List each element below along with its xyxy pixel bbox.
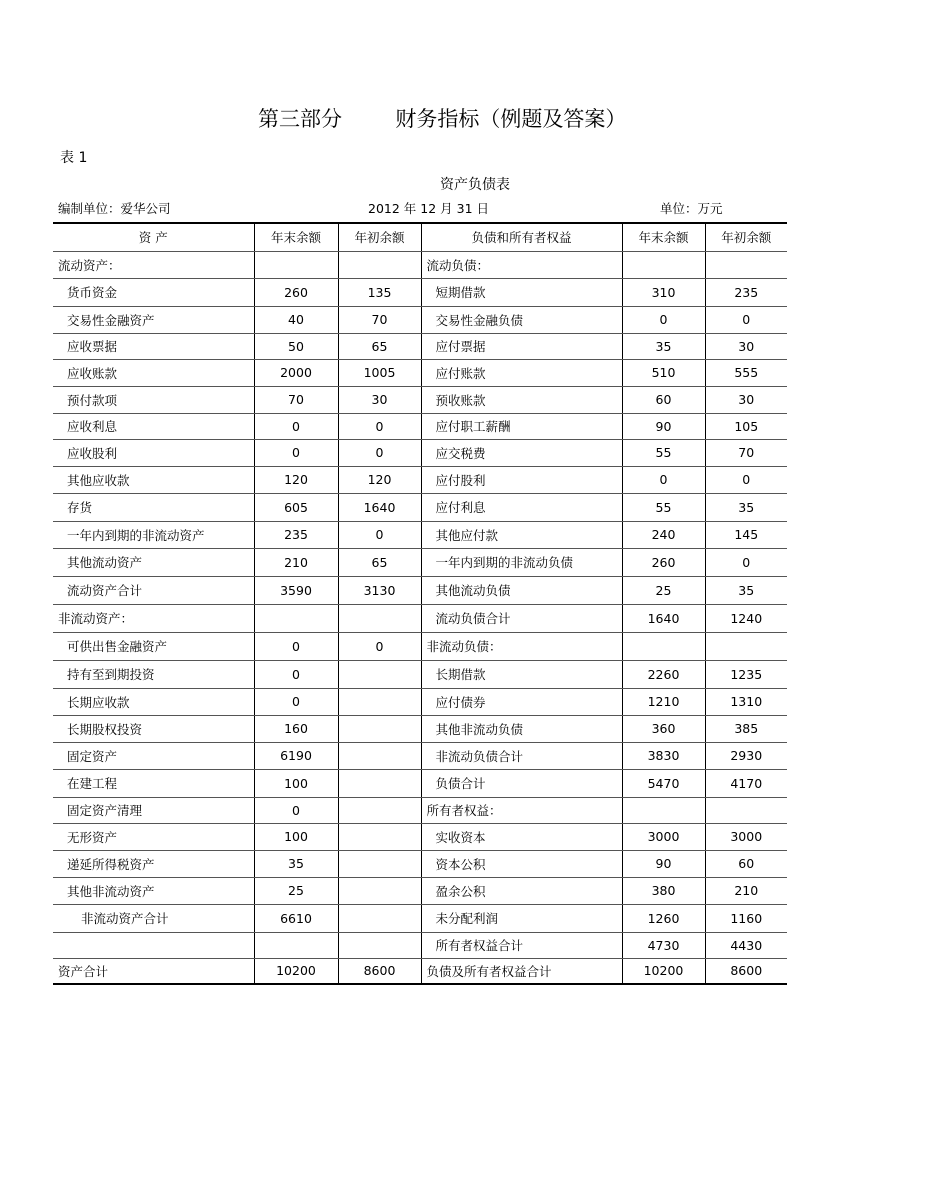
- liability-begin-balance: 35: [705, 576, 787, 604]
- liability-begin-balance: 30: [705, 333, 787, 359]
- balance-sheet-table: [53, 222, 787, 985]
- table-row: [53, 386, 787, 413]
- liability-begin-balance: 0: [705, 306, 787, 333]
- asset-begin-balance: [338, 742, 421, 769]
- liability-end-balance: 0: [622, 306, 705, 333]
- liability-equity-name: 其他应付款: [421, 521, 622, 548]
- table-row: [53, 439, 787, 466]
- asset-end-balance: 100: [254, 769, 338, 797]
- asset-begin-balance: 1640: [338, 493, 421, 521]
- liability-end-balance: 60: [622, 386, 705, 413]
- page-title: 第三部分 财务指标（例题及答案）: [258, 107, 627, 131]
- liability-begin-balance: 60: [705, 850, 787, 877]
- liability-begin-balance: 0: [705, 466, 787, 493]
- asset-begin-balance: [338, 660, 421, 688]
- liability-equity-name: 应付利息: [421, 493, 622, 521]
- asset-name: 应收利息: [53, 413, 254, 439]
- asset-name: [53, 932, 254, 958]
- table-row: [53, 932, 787, 958]
- liability-end-balance: 5470: [622, 769, 705, 797]
- asset-name: 应收账款: [53, 359, 254, 386]
- currency-unit: 单位：万元: [660, 201, 723, 216]
- liability-begin-balance: 1160: [705, 904, 787, 932]
- table-row: [53, 904, 787, 932]
- table-row: [53, 850, 787, 877]
- table-row: [53, 306, 787, 333]
- liability-begin-balance: [705, 632, 787, 660]
- asset-end-balance: 50: [254, 333, 338, 359]
- liability-equity-name: 流动负债合计: [421, 604, 622, 632]
- table-row: [53, 251, 787, 278]
- liability-begin-balance: 2930: [705, 742, 787, 769]
- asset-begin-balance: [338, 823, 421, 850]
- asset-end-balance: 0: [254, 660, 338, 688]
- liability-end-balance: 2260: [622, 660, 705, 688]
- liability-begin-balance: 235: [705, 278, 787, 306]
- asset-begin-balance: 135: [338, 278, 421, 306]
- asset-end-balance: [254, 932, 338, 958]
- column-header: 负债和所有者权益: [421, 223, 622, 251]
- asset-begin-balance: 0: [338, 632, 421, 660]
- liability-equity-name: 其他非流动负债: [421, 715, 622, 742]
- liability-end-balance: 1210: [622, 688, 705, 715]
- liability-begin-balance: 385: [705, 715, 787, 742]
- asset-begin-balance: [338, 769, 421, 797]
- asset-begin-balance: 65: [338, 548, 421, 576]
- column-header: 年末余额: [622, 223, 705, 251]
- table-row: [53, 823, 787, 850]
- asset-name: 应收股利: [53, 439, 254, 466]
- table-row: [53, 715, 787, 742]
- liability-end-balance: 510: [622, 359, 705, 386]
- asset-begin-balance: 30: [338, 386, 421, 413]
- table-row: [53, 576, 787, 604]
- preparing-unit: 编制单位：爱华公司: [58, 201, 171, 216]
- liability-equity-name: 交易性金融负债: [421, 306, 622, 333]
- asset-begin-balance: 70: [338, 306, 421, 333]
- liability-begin-balance: 4430: [705, 932, 787, 958]
- liability-equity-name: 非流动负债合计: [421, 742, 622, 769]
- asset-name: 在建工程: [53, 769, 254, 797]
- table-caption: 资产负债表: [440, 177, 510, 193]
- table-row: [53, 660, 787, 688]
- liability-equity-name: 应付账款: [421, 359, 622, 386]
- asset-begin-balance: [338, 251, 421, 278]
- liability-end-balance: 360: [622, 715, 705, 742]
- liability-begin-balance: 145: [705, 521, 787, 548]
- liability-begin-balance: [705, 797, 787, 823]
- liability-equity-name: 应付债券: [421, 688, 622, 715]
- liability-end-balance: 240: [622, 521, 705, 548]
- liability-equity-name: 应付职工薪酬: [421, 413, 622, 439]
- liability-begin-balance: 35: [705, 493, 787, 521]
- table-row: [53, 466, 787, 493]
- liability-equity-name: 非流动负债：: [421, 632, 622, 660]
- liability-end-balance: 90: [622, 413, 705, 439]
- table-row: [53, 877, 787, 904]
- table-row: [53, 742, 787, 769]
- asset-name: 长期应收款: [53, 688, 254, 715]
- report-date: 2012 年 12 月 31 日: [368, 201, 489, 216]
- liability-equity-name: 未分配利润: [421, 904, 622, 932]
- liability-equity-name: 短期借款: [421, 278, 622, 306]
- asset-end-balance: 6610: [254, 904, 338, 932]
- table-row: [53, 278, 787, 306]
- asset-name: 固定资产清理: [53, 797, 254, 823]
- table-row: [53, 521, 787, 548]
- liability-begin-balance: 105: [705, 413, 787, 439]
- table-row: [53, 604, 787, 632]
- liability-end-balance: 10200: [622, 958, 705, 984]
- liability-end-balance: 1260: [622, 904, 705, 932]
- liability-equity-name: 所有者权益：: [421, 797, 622, 823]
- asset-name: 其他流动资产: [53, 548, 254, 576]
- asset-begin-balance: 0: [338, 439, 421, 466]
- asset-end-balance: 235: [254, 521, 338, 548]
- liability-begin-balance: 555: [705, 359, 787, 386]
- asset-begin-balance: 1005: [338, 359, 421, 386]
- asset-name: 可供出售金融资产: [53, 632, 254, 660]
- table-row: [53, 359, 787, 386]
- column-header: 年初余额: [338, 223, 421, 251]
- liability-equity-name: 流动负债：: [421, 251, 622, 278]
- table-number: 表 1: [60, 150, 88, 166]
- liability-begin-balance: 70: [705, 439, 787, 466]
- liability-equity-name: 其他流动负债: [421, 576, 622, 604]
- asset-begin-balance: 3130: [338, 576, 421, 604]
- asset-name: 一年内到期的非流动资产: [53, 521, 254, 548]
- column-header: 年初余额: [705, 223, 787, 251]
- asset-begin-balance: [338, 688, 421, 715]
- asset-end-balance: 10200: [254, 958, 338, 984]
- liability-equity-name: 一年内到期的非流动负债: [421, 548, 622, 576]
- liability-end-balance: [622, 797, 705, 823]
- liability-end-balance: 3830: [622, 742, 705, 769]
- liability-equity-name: 预收账款: [421, 386, 622, 413]
- liability-end-balance: 310: [622, 278, 705, 306]
- column-header: 资 产: [53, 223, 254, 251]
- asset-end-balance: 160: [254, 715, 338, 742]
- asset-begin-balance: [338, 850, 421, 877]
- asset-end-balance: 0: [254, 413, 338, 439]
- liability-equity-name: 应交税费: [421, 439, 622, 466]
- liability-equity-name: 负债合计: [421, 769, 622, 797]
- liability-begin-balance: 210: [705, 877, 787, 904]
- liability-end-balance: 380: [622, 877, 705, 904]
- table-row: [53, 413, 787, 439]
- liability-begin-balance: 1240: [705, 604, 787, 632]
- asset-begin-balance: 8600: [338, 958, 421, 984]
- asset-name: 其他非流动资产: [53, 877, 254, 904]
- liability-equity-name: 实收资本: [421, 823, 622, 850]
- asset-name: 非流动资产：: [53, 604, 254, 632]
- asset-end-balance: 40: [254, 306, 338, 333]
- asset-name: 交易性金融资产: [53, 306, 254, 333]
- asset-name: 流动资产：: [53, 251, 254, 278]
- asset-begin-balance: [338, 604, 421, 632]
- asset-begin-balance: [338, 797, 421, 823]
- asset-end-balance: 0: [254, 688, 338, 715]
- asset-name: 递延所得税资产: [53, 850, 254, 877]
- liability-begin-balance: 4170: [705, 769, 787, 797]
- column-header: 年末余额: [254, 223, 338, 251]
- liability-begin-balance: [705, 251, 787, 278]
- liability-end-balance: 260: [622, 548, 705, 576]
- liability-end-balance: 0: [622, 466, 705, 493]
- asset-name: 资产合计: [53, 958, 254, 984]
- asset-begin-balance: [338, 715, 421, 742]
- table-row: [53, 769, 787, 797]
- asset-name: 无形资产: [53, 823, 254, 850]
- asset-name: 应收票据: [53, 333, 254, 359]
- table-row: [53, 333, 787, 359]
- asset-begin-balance: 65: [338, 333, 421, 359]
- asset-name: 预付款项: [53, 386, 254, 413]
- asset-begin-balance: [338, 877, 421, 904]
- table-row: [53, 548, 787, 576]
- asset-name: 其他应收款: [53, 466, 254, 493]
- asset-end-balance: 6190: [254, 742, 338, 769]
- table-total-row: [53, 958, 787, 984]
- liability-equity-name: 长期借款: [421, 660, 622, 688]
- asset-end-balance: 3590: [254, 576, 338, 604]
- asset-name: 非流动资产合计: [53, 904, 254, 932]
- liability-end-balance: 4730: [622, 932, 705, 958]
- asset-end-balance: 260: [254, 278, 338, 306]
- asset-end-balance: [254, 604, 338, 632]
- liability-end-balance: 1640: [622, 604, 705, 632]
- asset-end-balance: 0: [254, 797, 338, 823]
- asset-end-balance: 35: [254, 850, 338, 877]
- asset-name: 持有至到期投资: [53, 660, 254, 688]
- asset-name: 流动资产合计: [53, 576, 254, 604]
- liability-equity-name: 负债及所有者权益合计: [421, 958, 622, 984]
- liability-begin-balance: 0: [705, 548, 787, 576]
- asset-end-balance: 0: [254, 632, 338, 660]
- table-row: [53, 632, 787, 660]
- asset-end-balance: 120: [254, 466, 338, 493]
- liability-end-balance: 90: [622, 850, 705, 877]
- asset-name: 货币资金: [53, 278, 254, 306]
- asset-begin-balance: 0: [338, 413, 421, 439]
- asset-begin-balance: [338, 932, 421, 958]
- liability-end-balance: [622, 632, 705, 660]
- asset-end-balance: 605: [254, 493, 338, 521]
- table-header-row: [53, 223, 787, 251]
- asset-end-balance: [254, 251, 338, 278]
- liability-begin-balance: 8600: [705, 958, 787, 984]
- asset-end-balance: 70: [254, 386, 338, 413]
- asset-end-balance: 25: [254, 877, 338, 904]
- table-row: [53, 493, 787, 521]
- liability-begin-balance: 3000: [705, 823, 787, 850]
- liability-begin-balance: 30: [705, 386, 787, 413]
- asset-end-balance: 100: [254, 823, 338, 850]
- asset-begin-balance: [338, 904, 421, 932]
- liability-begin-balance: 1310: [705, 688, 787, 715]
- liability-end-balance: 3000: [622, 823, 705, 850]
- liability-equity-name: 应付票据: [421, 333, 622, 359]
- table-row: [53, 797, 787, 823]
- asset-begin-balance: 120: [338, 466, 421, 493]
- asset-end-balance: 210: [254, 548, 338, 576]
- liability-equity-name: 应付股利: [421, 466, 622, 493]
- liability-end-balance: 55: [622, 439, 705, 466]
- table-row: [53, 688, 787, 715]
- asset-name: 存货: [53, 493, 254, 521]
- liability-end-balance: 35: [622, 333, 705, 359]
- liability-equity-name: 资本公积: [421, 850, 622, 877]
- liability-equity-name: 所有者权益合计: [421, 932, 622, 958]
- asset-end-balance: 0: [254, 439, 338, 466]
- liability-begin-balance: 1235: [705, 660, 787, 688]
- liability-end-balance: 55: [622, 493, 705, 521]
- asset-name: 长期股权投资: [53, 715, 254, 742]
- liability-equity-name: 盈余公积: [421, 877, 622, 904]
- liability-end-balance: [622, 251, 705, 278]
- liability-end-balance: 25: [622, 576, 705, 604]
- asset-begin-balance: 0: [338, 521, 421, 548]
- asset-end-balance: 2000: [254, 359, 338, 386]
- asset-name: 固定资产: [53, 742, 254, 769]
